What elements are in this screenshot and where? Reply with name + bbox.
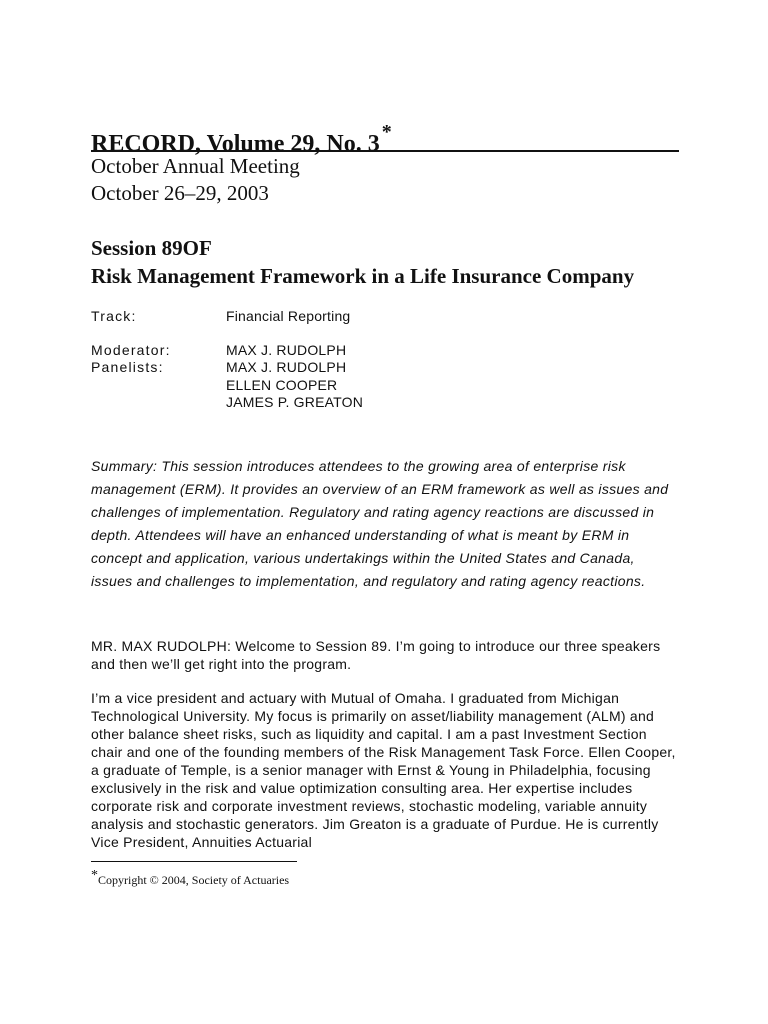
panelist-name: JAMES P. GREATON <box>226 394 364 410</box>
panelists-list <box>226 359 526 412</box>
moderator-label: Moderator: <box>91 342 171 358</box>
body-paragraph: I’m a vice president and actuary with Mutual of Omaha. I graduated from Michigan Technological University. My focus is primarily on asset/liability management (ALM) and other balance sheet risks, such as liquidity and capital. I am a past Investment Section chair and one of the founding members of the Risk Management Task Force. Ellen Cooper, a graduate of Temple, is a senior manager with Ernst & Young in Philadelphia, focusing exclusively in the risk and value optimization consulting area. Her expertise includes corporate risk and corporate investment reviews, stochastic modeling, variable annuity analysis and stochastic generators. Jim Greaton is a graduate of Purdue. He is currently Vice President, Annuities Actuarial <box>91 690 676 850</box>
body-paragraph: MR. MAX RUDOLPH: Welcome to Session 89. I’m going to introduce our three speakers and then we’ll get right into the program. <box>91 638 661 672</box>
copyright-text: Copyright © 2004, Society of Actuaries <box>98 873 290 887</box>
meeting-name: October Annual Meeting <box>91 154 300 178</box>
moderator-value: MAX J. RUDOLPH <box>226 342 347 358</box>
session-number: Session 89OF <box>91 236 212 260</box>
meeting-dates: October 26–29, 2003 <box>91 181 269 205</box>
track-value: Financial Reporting <box>226 308 351 324</box>
panelist-name: MAX J. RUDOLPH <box>226 359 347 375</box>
footnote-marker: * <box>91 868 98 883</box>
panelists-label: Panelists: <box>91 359 164 375</box>
title-rule <box>91 150 679 152</box>
session-summary: Summary: This session introduces attendees to the growing area of enterprise risk management (ERM). It provides an overview of an ERM framework as well as issues and challenges of implementation. Regulatory and rating agency reactions are discussed in depth. Attendees will have an enhanced understanding of what is meant by ERM in concept and application, various undertakings within the United States and Canada, issues and challenges to implementation, and regulatory and rating agency reactions. <box>91 458 669 589</box>
meeting-info <box>91 153 300 207</box>
track-label: Track: <box>91 308 137 324</box>
record-title-text: RECORD, Volume 29, No. 3 <box>91 131 380 157</box>
footnote <box>91 867 289 889</box>
panelist-name: ELLEN COOPER <box>226 376 338 393</box>
session-title: Risk Management Framework in a Life Insurance Company <box>91 264 635 288</box>
footnote-marker: * <box>381 121 392 143</box>
session-heading <box>91 234 634 290</box>
footnote-rule <box>91 861 297 862</box>
